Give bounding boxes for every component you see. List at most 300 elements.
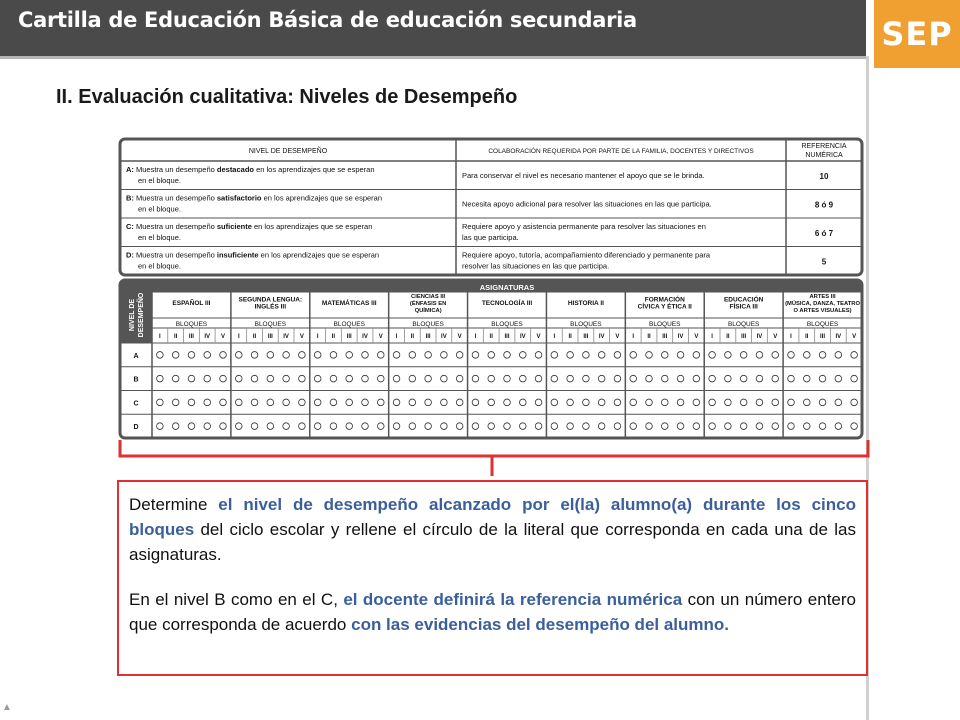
- answer-bubble: [393, 423, 400, 430]
- answer-bubble: [472, 375, 479, 382]
- highlight-text: el docente definirá la referencia numérica: [343, 590, 683, 609]
- answer-bubble: [693, 352, 700, 359]
- subject-name: SEGUNDA LENGUA:: [238, 296, 303, 304]
- answer-bubble: [157, 399, 164, 406]
- answer-bubble: [188, 423, 195, 430]
- subject-name: QUÍMICA): [414, 308, 442, 315]
- subject-name: ARTES III: [809, 293, 836, 300]
- block-numeral: II: [173, 334, 178, 340]
- presentation-title: Cartilla de Educación Básica de educación secundaria: [18, 8, 637, 32]
- blocks-label: BLOQUES: [333, 321, 365, 328]
- subject-name: HISTORIA II: [567, 300, 604, 307]
- blocks-label: BLOQUES: [570, 321, 602, 328]
- subject-name: MATEMÁTICAS III: [321, 300, 377, 307]
- subject-name: TECNOLOGÍA III: [481, 300, 533, 307]
- answer-bubble: [756, 399, 763, 406]
- answer-bubble: [788, 399, 795, 406]
- blocks-label: BLOQUES: [491, 321, 523, 328]
- answer-bubble: [409, 352, 416, 359]
- answer-bubble: [409, 399, 416, 406]
- level-letter: D: [133, 424, 139, 432]
- block-numeral: V: [220, 334, 226, 340]
- level-text-part: Muestra un desempeño: [136, 250, 217, 260]
- answer-bubble: [851, 423, 858, 430]
- answer-bubble: [646, 423, 653, 430]
- block-numeral: II: [647, 334, 651, 340]
- answer-bubble: [441, 375, 448, 382]
- answer-bubble: [346, 352, 353, 359]
- answer-bubble: [362, 399, 369, 406]
- collaboration-text: Requiere apoyo y asistencia permanente para resolver las situaciones en: [462, 222, 706, 231]
- answer-bubble: [314, 399, 321, 406]
- level-description: [126, 165, 375, 174]
- answer-bubble: [551, 399, 558, 406]
- block-numeral: III: [346, 334, 352, 340]
- subjects-banner: ASIGNATURAS: [479, 283, 535, 292]
- level-text-part: en los aprendizajes que se esperan: [258, 250, 380, 260]
- answer-bubble: [204, 399, 211, 406]
- block-numeral: II: [252, 334, 257, 340]
- level-description: [126, 251, 379, 260]
- answer-bubble: [709, 352, 716, 359]
- answer-bubble: [725, 375, 732, 382]
- subject-name: CIENCIAS III: [411, 293, 446, 300]
- answer-bubble: [535, 399, 542, 406]
- block-numeral: I: [790, 334, 792, 340]
- answer-bubble: [362, 352, 369, 359]
- instructions-box: [117, 480, 868, 676]
- block-numeral: II: [410, 334, 415, 340]
- answer-bubble: [299, 423, 306, 430]
- blocks-label: BLOQUES: [175, 321, 208, 328]
- answer-bubble: [677, 375, 684, 382]
- answer-bubble: [630, 423, 637, 430]
- answer-bubble: [693, 375, 700, 382]
- block-numeral: IV: [283, 334, 289, 340]
- answer-bubble: [172, 399, 179, 406]
- answer-bubble: [377, 399, 384, 406]
- block-numeral: III: [820, 334, 826, 340]
- level-letter: A: [133, 352, 139, 360]
- answer-bubble: [488, 375, 495, 382]
- answer-bubble: [819, 399, 826, 406]
- block-numeral: III: [425, 334, 431, 340]
- answer-bubble: [693, 399, 700, 406]
- answer-bubble: [314, 352, 321, 359]
- block-numeral: III: [662, 334, 668, 340]
- answer-bubble: [377, 352, 384, 359]
- answer-bubble: [393, 399, 400, 406]
- answer-bubble: [283, 423, 290, 430]
- answer-bubble: [504, 399, 511, 406]
- level-letter: C: [133, 400, 139, 408]
- level-description: [126, 222, 372, 231]
- answer-bubble: [835, 352, 842, 359]
- answer-bubble: [598, 399, 605, 406]
- answer-bubble: [220, 423, 227, 430]
- block-numeral: III: [504, 334, 510, 340]
- level-text-part: Muestra un desempeño: [136, 222, 217, 231]
- answer-bubble: [267, 375, 274, 382]
- answer-bubble: [661, 423, 668, 430]
- answer-bubble: [251, 375, 258, 382]
- answer-bubble: [220, 375, 227, 382]
- answer-bubble: [725, 352, 732, 359]
- answer-bubble: [425, 399, 432, 406]
- numeric-reference: 8 ó 9: [814, 200, 834, 210]
- block-numeral: I: [632, 334, 635, 340]
- collaboration-text: Para conservar el nivel es necesario mantener el apoyo que se le brinda.: [462, 171, 705, 180]
- level-description: en el bloque.: [138, 233, 181, 242]
- answer-bubble: [772, 399, 779, 406]
- blocks-label: BLOQUES: [727, 321, 760, 328]
- answer-bubble: [504, 375, 511, 382]
- subject-name: EDUCACIÓN: [723, 296, 764, 304]
- answer-bubble: [251, 352, 258, 359]
- level-text-part: suficiente: [216, 222, 252, 231]
- collaboration-text: Necesita apoyo adicional para resolver las situaciones en las que participa.: [462, 199, 712, 209]
- answer-bubble: [314, 375, 321, 382]
- level-text-part: B:: [126, 193, 136, 203]
- instruction-paragraph-1: [129, 492, 856, 567]
- answer-bubble: [441, 352, 448, 359]
- answer-bubble: [598, 352, 605, 359]
- block-numeral: IV: [204, 334, 211, 340]
- answer-bubble: [803, 399, 810, 406]
- answer-bubble: [409, 423, 416, 430]
- body-text: con un número entero que corresponda de acuerdo: [129, 590, 856, 634]
- sep-logo: [874, 0, 960, 68]
- answer-bubble: [235, 399, 242, 406]
- level-text-part: A:: [126, 165, 136, 174]
- answer-bubble: [756, 423, 763, 430]
- answer-bubble: [204, 352, 211, 359]
- level-column-label: NIVEL DE: [129, 298, 136, 332]
- answer-bubble: [598, 423, 605, 430]
- collaboration-text: las que participa.: [462, 233, 519, 242]
- answer-bubble: [172, 375, 179, 382]
- answer-bubble: [835, 375, 842, 382]
- slide-marker: ▲: [2, 702, 12, 713]
- answer-bubble: [330, 352, 337, 359]
- instruction-paragraph-2: [129, 587, 856, 637]
- answer-bubble: [519, 423, 526, 430]
- answer-bubble: [819, 423, 826, 430]
- block-numeral: II: [489, 334, 493, 340]
- answer-bubble: [425, 423, 432, 430]
- answer-bubble: [630, 375, 637, 382]
- answer-bubble: [756, 352, 763, 359]
- subject-name: INGLÉS III: [254, 303, 287, 311]
- answer-bubble: [235, 352, 242, 359]
- answer-bubble: [725, 399, 732, 406]
- answer-bubble: [472, 399, 479, 406]
- answer-bubble: [709, 399, 716, 406]
- block-numeral: V: [773, 334, 778, 340]
- collaboration-text: resolver las situaciones en las que participa.: [462, 261, 610, 271]
- answer-bubble: [661, 399, 668, 406]
- answer-bubble: [267, 423, 274, 430]
- answer-bubble: [456, 375, 463, 382]
- answer-bubble: [172, 352, 179, 359]
- block-numeral: IV: [756, 334, 763, 340]
- block-numeral: V: [694, 334, 699, 340]
- answer-bubble: [393, 352, 400, 359]
- highlight-text: el nivel de desempeño alcanzado por el(la) alumno(a) durante los cinco bloques: [129, 495, 857, 539]
- subject-name: FORMACIÓN: [644, 296, 685, 304]
- block-numeral: II: [568, 334, 572, 340]
- answer-bubble: [488, 399, 495, 406]
- answer-bubble: [583, 375, 590, 382]
- level-text-part: satisfactorio: [216, 193, 262, 203]
- answer-bubble: [157, 375, 164, 382]
- answer-bubble: [661, 375, 668, 382]
- answer-bubble: [803, 423, 810, 430]
- level-text-part: Muestra un desempeño: [136, 165, 217, 174]
- answer-bubble: [267, 399, 274, 406]
- answer-bubble: [204, 423, 211, 430]
- answer-bubble: [362, 423, 369, 430]
- answer-bubble: [851, 352, 858, 359]
- answer-bubble: [740, 399, 747, 406]
- answer-bubble: [551, 423, 558, 430]
- report-card-form: [118, 134, 866, 442]
- subject-name: ESPAÑOL III: [172, 300, 211, 307]
- answer-bubble: [803, 375, 810, 382]
- answer-bubble: [803, 352, 810, 359]
- level-text-part: insuficiente: [216, 250, 259, 260]
- answer-bubble: [172, 423, 179, 430]
- block-numeral: I: [395, 334, 398, 340]
- block-numeral: I: [474, 334, 477, 340]
- answer-bubble: [630, 399, 637, 406]
- answer-bubble: [614, 375, 621, 382]
- answer-bubble: [346, 399, 353, 406]
- answer-bubble: [756, 375, 763, 382]
- answer-bubble: [188, 375, 195, 382]
- collaboration-text: Requiere apoyo, tutoría, acompañamiento diferenciado y permanente para: [462, 250, 711, 260]
- answer-bubble: [346, 423, 353, 430]
- answer-bubble: [346, 375, 353, 382]
- answer-bubble: [441, 423, 448, 430]
- answer-bubble: [788, 352, 795, 359]
- block-numeral: V: [852, 334, 857, 340]
- answer-bubble: [851, 399, 858, 406]
- answer-bubble: [504, 352, 511, 359]
- level-text-part: D:: [126, 250, 136, 260]
- levels-header: NUMÉRICA: [805, 152, 843, 159]
- answer-bubble: [235, 423, 242, 430]
- levels-header: COLABORACIÓN REQUERIDA POR PARTE DE LA FAMILIA, DOCENTES Y DIRECTIVOS: [488, 148, 754, 155]
- answer-bubble: [220, 399, 227, 406]
- answer-bubble: [314, 423, 321, 430]
- blocks-label: BLOQUES: [254, 321, 287, 328]
- answer-bubble: [614, 423, 621, 430]
- blocks-label: BLOQUES: [649, 321, 681, 328]
- answer-bubble: [299, 399, 306, 406]
- block-numeral: III: [188, 334, 194, 340]
- answer-bubble: [772, 375, 779, 382]
- answer-bubble: [551, 352, 558, 359]
- level-letter: B: [133, 376, 139, 384]
- block-numeral: V: [536, 334, 541, 340]
- level-text-part: destacado: [216, 165, 254, 174]
- answer-bubble: [740, 352, 747, 359]
- block-numeral: II: [805, 334, 809, 340]
- answer-bubble: [299, 352, 306, 359]
- block-numeral: IV: [598, 334, 605, 340]
- block-numeral: I: [553, 334, 556, 340]
- answer-bubble: [393, 375, 400, 382]
- answer-bubble: [283, 352, 290, 359]
- block-numeral: III: [583, 334, 589, 340]
- block-numeral: V: [378, 334, 383, 340]
- section-title: II. Evaluación cualitativa: Niveles de Desempeño: [56, 86, 518, 108]
- block-numeral: IV: [835, 334, 842, 340]
- block-numeral: I: [316, 334, 319, 340]
- answer-bubble: [362, 375, 369, 382]
- answer-bubble: [725, 423, 732, 430]
- answer-bubble: [519, 375, 526, 382]
- level-description: en el bloque.: [138, 176, 181, 185]
- title-bar: [0, 0, 866, 59]
- body-text: Determine: [129, 495, 219, 514]
- answer-bubble: [835, 399, 842, 406]
- answer-bubble: [377, 423, 384, 430]
- answer-bubble: [456, 352, 463, 359]
- subject-name: CÍVICA Y ÉTICA II: [637, 303, 692, 311]
- block-numeral: IV: [519, 334, 526, 340]
- block-numeral: I: [237, 334, 240, 340]
- level-text-part: C:: [126, 222, 136, 231]
- block-numeral: V: [615, 334, 620, 340]
- answer-bubble: [157, 423, 164, 430]
- block-numeral: II: [331, 334, 336, 340]
- answer-bubble: [488, 352, 495, 359]
- answer-bubble: [204, 375, 211, 382]
- blocks-label: BLOQUES: [806, 321, 839, 328]
- answer-bubble: [740, 375, 747, 382]
- block-numeral: II: [726, 334, 730, 340]
- answer-bubble: [551, 375, 558, 382]
- answer-bubble: [519, 399, 526, 406]
- answer-bubble: [251, 423, 258, 430]
- answer-bubble: [188, 352, 195, 359]
- block-numeral: I: [711, 334, 713, 340]
- answer-bubble: [472, 352, 479, 359]
- answer-bubble: [661, 352, 668, 359]
- answer-bubble: [693, 423, 700, 430]
- subject-name: O ARTES VISUALES): [793, 308, 852, 315]
- answer-bubble: [630, 352, 637, 359]
- answer-bubble: [235, 375, 242, 382]
- level-column-label: DESEMPEÑO: [138, 292, 145, 338]
- body-text: del ciclo escolar y rellene el círculo de la literal que corresponda en cada una de las asignaturas.: [129, 520, 856, 564]
- answer-bubble: [709, 423, 716, 430]
- level-description: en el bloque.: [138, 204, 181, 214]
- answer-bubble: [330, 375, 337, 382]
- answer-bubble: [772, 352, 779, 359]
- answer-bubble: [583, 352, 590, 359]
- answer-bubble: [709, 375, 716, 382]
- answer-bubble: [267, 352, 274, 359]
- answer-bubble: [567, 352, 574, 359]
- answer-bubble: [220, 352, 227, 359]
- answer-bubble: [646, 352, 653, 359]
- answer-bubble: [819, 352, 826, 359]
- answer-bubble: [819, 375, 826, 382]
- numeric-reference: 5: [821, 257, 827, 267]
- levels-header: NIVEL DE DESEMPEÑO: [248, 148, 328, 155]
- block-numeral: IV: [362, 334, 368, 340]
- answer-bubble: [646, 399, 653, 406]
- answer-bubble: [330, 399, 337, 406]
- answer-bubble: [519, 352, 526, 359]
- answer-bubble: [740, 423, 747, 430]
- answer-bubble: [535, 423, 542, 430]
- answer-bubble: [504, 423, 511, 430]
- subject-name: (ÉNFASIS EN: [409, 301, 447, 307]
- level-text-part: en los aprendizajes que se esperan: [261, 193, 382, 203]
- block-numeral: IV: [677, 334, 684, 340]
- body-text: En el nivel B como en el C,: [129, 590, 344, 609]
- answer-bubble: [788, 423, 795, 430]
- answer-bubble: [835, 423, 842, 430]
- answer-bubble: [472, 423, 479, 430]
- answer-bubble: [299, 375, 306, 382]
- levels-header: REFERENCIA: [801, 143, 847, 150]
- level-description: [126, 194, 382, 203]
- curly-bracket: [116, 438, 872, 478]
- answer-bubble: [598, 375, 605, 382]
- block-numeral: III: [741, 334, 747, 340]
- answer-bubble: [425, 352, 432, 359]
- level-column-fill: [122, 282, 153, 343]
- answer-bubble: [677, 352, 684, 359]
- answer-bubble: [535, 375, 542, 382]
- numeric-reference: 6 ó 7: [814, 229, 834, 238]
- blocks-label: BLOQUES: [412, 321, 444, 328]
- subject-name: (MÚSICA, DANZA, TEATRO: [785, 301, 861, 307]
- answer-bubble: [409, 375, 416, 382]
- answer-bubble: [614, 352, 621, 359]
- block-numeral: V: [299, 334, 304, 340]
- answer-bubble: [567, 399, 574, 406]
- answer-bubble: [330, 423, 337, 430]
- level-text-part: en los aprendizajes que se esperan: [254, 165, 375, 174]
- answer-bubble: [441, 399, 448, 406]
- answer-bubble: [614, 399, 621, 406]
- answer-bubble: [188, 399, 195, 406]
- level-text-part: en los aprendizajes que se esperan: [251, 222, 373, 231]
- answer-bubble: [251, 399, 258, 406]
- answer-bubble: [677, 399, 684, 406]
- answer-bubble: [583, 423, 590, 430]
- level-text-part: Muestra un desempeño: [136, 193, 217, 203]
- subject-name: FÍSICA III: [729, 303, 758, 311]
- answer-bubble: [788, 375, 795, 382]
- answer-bubble: [851, 375, 858, 382]
- block-numeral: I: [159, 334, 161, 340]
- answer-bubble: [772, 423, 779, 430]
- answer-bubble: [535, 352, 542, 359]
- answer-bubble: [157, 352, 164, 359]
- answer-bubble: [283, 375, 290, 382]
- numeric-reference: 10: [819, 172, 829, 181]
- block-numeral: IV: [441, 334, 447, 340]
- answer-bubble: [583, 399, 590, 406]
- answer-bubble: [456, 399, 463, 406]
